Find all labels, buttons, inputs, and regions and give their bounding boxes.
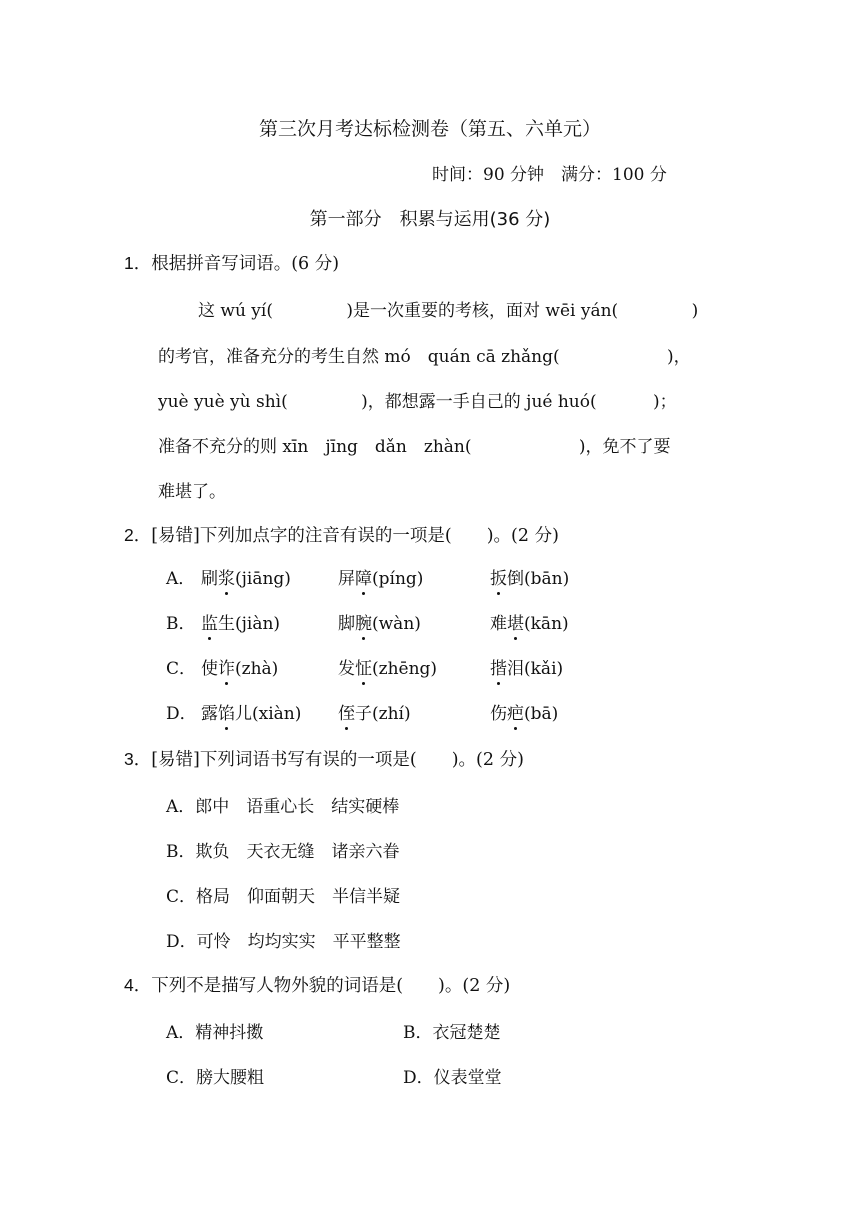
q1-line-4: 准备不充分的则 xīn jīng dǎn zhàn( )，免不了要 bbox=[158, 437, 671, 457]
dotted-character: 怔 bbox=[355, 654, 372, 679]
dotted-character: 监 bbox=[201, 609, 218, 634]
question-number: 2． bbox=[124, 525, 152, 545]
word-pre: 难 bbox=[490, 614, 507, 634]
q3-option-d: D．可怜 均均实实 平平整整 bbox=[166, 932, 401, 952]
q4-option-b: B．衣冠楚楚 bbox=[403, 1023, 501, 1043]
question-2 bbox=[124, 522, 559, 547]
word-pre: 刷 bbox=[201, 569, 218, 589]
word-post: (kān) bbox=[524, 614, 569, 634]
word-post: 泪(kǎi) bbox=[507, 659, 564, 679]
exam-meta: 时间：90 分钟 满分：100 分 bbox=[432, 165, 667, 185]
q2-word bbox=[338, 609, 421, 634]
dotted-character: 堪 bbox=[507, 609, 524, 634]
dotted-character: 揩 bbox=[490, 654, 507, 679]
dotted-character: 腕 bbox=[355, 609, 372, 634]
word-post: (zhà) bbox=[235, 659, 279, 679]
q2-word bbox=[201, 654, 278, 679]
dotted-character: 扳 bbox=[490, 564, 507, 589]
q1-line-1: 这 wú yí( )是一次重要的考核，面对 wēi yán( ) bbox=[198, 301, 699, 321]
q4-option-a: A．精神抖擞 bbox=[166, 1023, 264, 1043]
q2-word bbox=[201, 564, 291, 589]
part-heading: 第一部分 积累与运用(36 分) bbox=[309, 209, 551, 230]
q2-option-label: C． bbox=[166, 659, 197, 679]
q2-word bbox=[490, 699, 558, 724]
word-post: (jiāng) bbox=[235, 569, 291, 589]
word-post: 倒(bān) bbox=[507, 569, 570, 589]
question-prompt: 根据拼音写词语。(6 分) bbox=[151, 254, 340, 274]
q2-word bbox=[490, 609, 569, 634]
q4-option-c: C．膀大腰粗 bbox=[166, 1068, 265, 1088]
word-post: (zhēng) bbox=[372, 659, 438, 679]
q2-word bbox=[201, 699, 301, 724]
dotted-character: 障 bbox=[355, 564, 372, 589]
word-post: 儿(xiàn) bbox=[235, 704, 302, 724]
word-post: (wàn) bbox=[372, 614, 421, 634]
q1-line-2: 的考官，准备充分的考生自然 mó quán cā zhǎng( )， bbox=[158, 347, 691, 367]
word-post: (bā) bbox=[524, 704, 559, 724]
dotted-character: 浆 bbox=[218, 564, 235, 589]
q2-word bbox=[338, 654, 437, 679]
question-3 bbox=[124, 746, 524, 771]
question-number: 4． bbox=[124, 975, 152, 995]
q2-word bbox=[490, 564, 569, 589]
dotted-character: 疤 bbox=[507, 699, 524, 724]
word-pre: 脚 bbox=[338, 614, 355, 634]
exam-title: 第三次月考达标检测卷（第五、六单元） bbox=[258, 118, 601, 140]
q1-line-3: yuè yuè yù shì( )，都想露一手自己的 jué huó( )； bbox=[158, 392, 677, 412]
question-prompt: [易错]下列加点字的注音有误的一项是( )。(2 分) bbox=[151, 526, 559, 546]
q4-option-d: D．仪表堂堂 bbox=[403, 1068, 502, 1088]
word-pre: 露 bbox=[201, 704, 218, 724]
question-number: 3． bbox=[124, 749, 152, 769]
question-1 bbox=[124, 250, 339, 275]
word-post: (píng) bbox=[372, 569, 424, 589]
question-prompt: [易错]下列词语书写有误的一项是( )。(2 分) bbox=[151, 750, 524, 770]
question-4 bbox=[124, 972, 510, 997]
q3-option-c: C．格局 仰面朝天 半信半疑 bbox=[166, 887, 401, 907]
q3-option-b: B．欺负 天衣无缝 诸亲六眷 bbox=[166, 842, 400, 862]
q2-option-label: D． bbox=[166, 704, 197, 724]
q3-option-a: A．郎中 语重心长 结实硬棒 bbox=[166, 797, 400, 817]
dotted-character: 侄 bbox=[338, 699, 355, 724]
q2-option-label: B． bbox=[166, 614, 196, 634]
q2-word bbox=[490, 654, 563, 679]
word-post: 生(jiàn) bbox=[218, 614, 281, 634]
q2-word bbox=[338, 699, 411, 724]
word-pre: 使 bbox=[201, 659, 218, 679]
dotted-character: 馅 bbox=[218, 699, 235, 724]
question-prompt: 下列不是描写人物外貌的词语是( )。(2 分) bbox=[151, 976, 511, 996]
word-pre: 伤 bbox=[490, 704, 507, 724]
word-pre: 屏 bbox=[338, 569, 355, 589]
dotted-character: 诈 bbox=[218, 654, 235, 679]
q1-line-5: 难堪了。 bbox=[158, 482, 226, 502]
word-pre: 发 bbox=[338, 659, 355, 679]
q2-word bbox=[201, 609, 280, 634]
q2-option-label: A． bbox=[166, 569, 196, 589]
q2-word bbox=[338, 564, 423, 589]
question-number: 1． bbox=[124, 253, 152, 273]
word-post: 子(zhí) bbox=[355, 704, 411, 724]
